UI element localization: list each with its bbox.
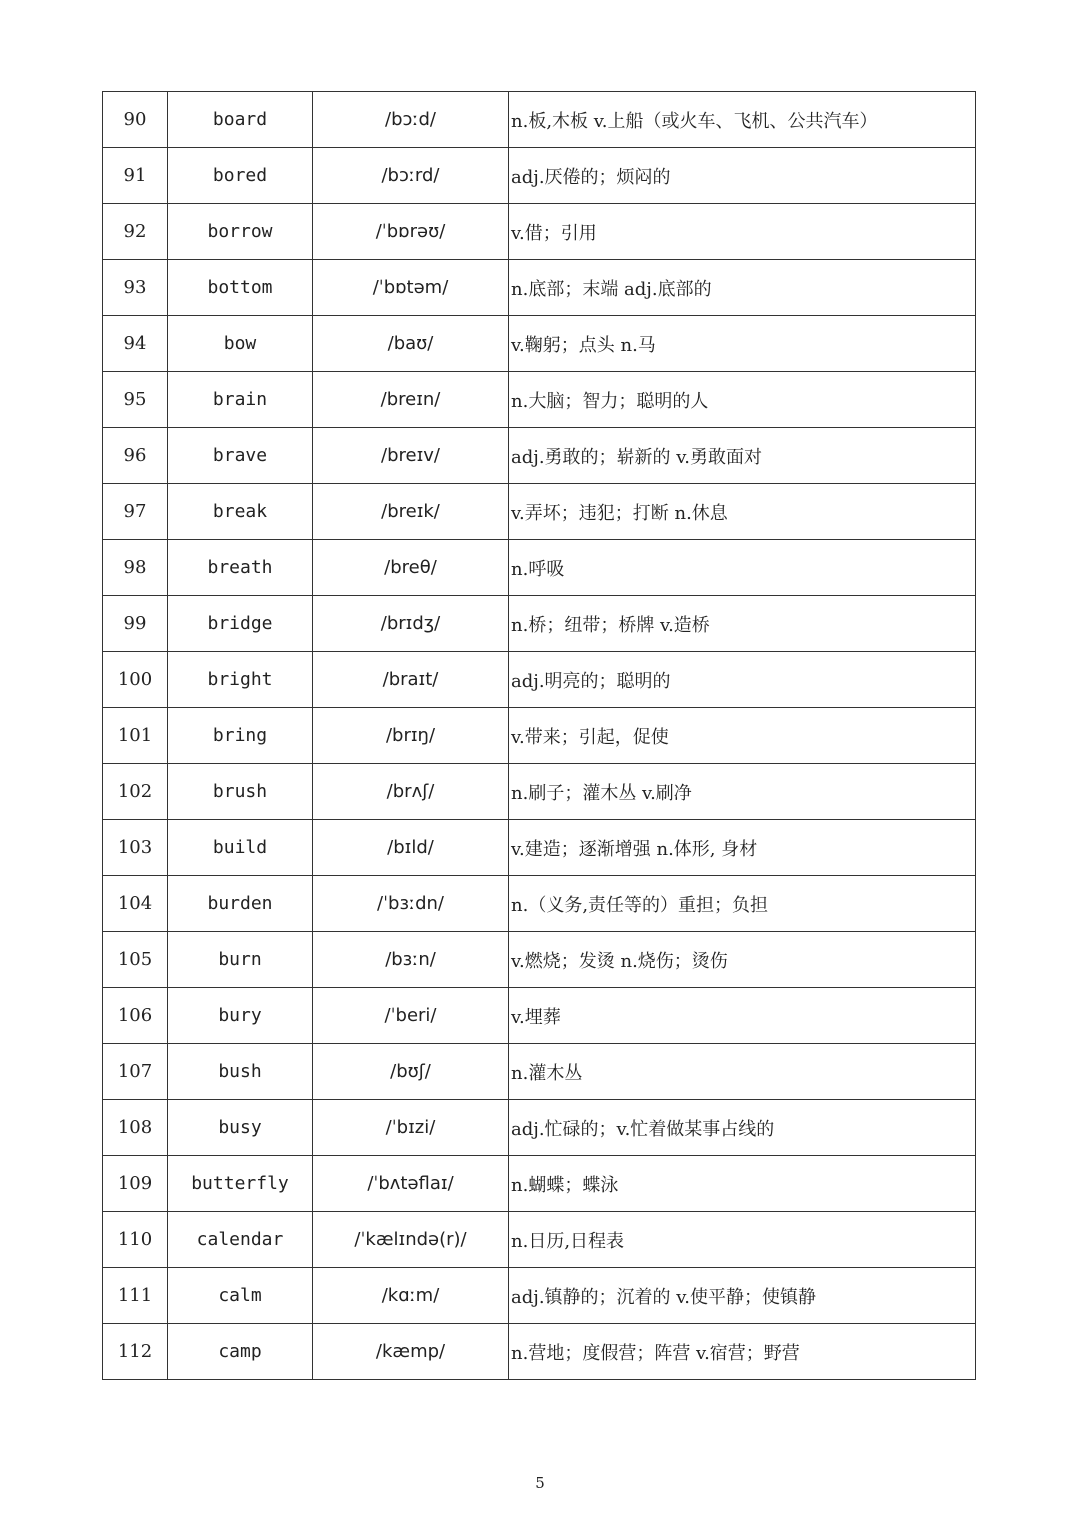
entry-phonetic: /ˈbɜːdn/	[313, 876, 509, 932]
entry-number: 107	[103, 1044, 168, 1100]
entry-word: borrow	[168, 204, 313, 260]
entry-word: camp	[168, 1324, 313, 1380]
entry-phonetic: /ˈkælɪndə(r)/	[313, 1212, 509, 1268]
entry-definition: n.（义务,责任等的）重担；负担	[509, 876, 976, 932]
table-row	[103, 708, 976, 764]
entry-definition: v.埋葬	[509, 988, 976, 1044]
entry-number: 97	[103, 484, 168, 540]
entry-word: build	[168, 820, 313, 876]
entry-phonetic: /breθ/	[313, 540, 509, 596]
entry-word: brave	[168, 428, 313, 484]
entry-word: bring	[168, 708, 313, 764]
entry-number: 104	[103, 876, 168, 932]
entry-number: 111	[103, 1268, 168, 1324]
entry-phonetic: /baʊ/	[313, 316, 509, 372]
entry-word: bored	[168, 148, 313, 204]
table-row	[103, 1044, 976, 1100]
table-row	[103, 92, 976, 148]
entry-phonetic: /bɪld/	[313, 820, 509, 876]
entry-phonetic: /ˈbɪzi/	[313, 1100, 509, 1156]
entry-number: 96	[103, 428, 168, 484]
vocabulary-table-body	[103, 92, 976, 1380]
entry-definition: v.建造；逐渐增强 n.体形, 身材	[509, 820, 976, 876]
entry-number: 110	[103, 1212, 168, 1268]
entry-word: bridge	[168, 596, 313, 652]
table-row	[103, 484, 976, 540]
entry-word: burn	[168, 932, 313, 988]
entry-number: 105	[103, 932, 168, 988]
entry-phonetic: /ˈbɒrəʊ/	[313, 204, 509, 260]
entry-word: busy	[168, 1100, 313, 1156]
entry-definition: n.大脑；智力；聪明的人	[509, 372, 976, 428]
table-row	[103, 428, 976, 484]
entry-phonetic: /kɑːm/	[313, 1268, 509, 1324]
entry-number: 95	[103, 372, 168, 428]
entry-word: calendar	[168, 1212, 313, 1268]
table-row	[103, 316, 976, 372]
page-number: 5	[535, 1474, 545, 1492]
entry-number: 100	[103, 652, 168, 708]
entry-number: 99	[103, 596, 168, 652]
table-row	[103, 1324, 976, 1380]
entry-definition: n.桥；纽带；桥牌 v.造桥	[509, 596, 976, 652]
entry-phonetic: /breɪv/	[313, 428, 509, 484]
entry-number: 98	[103, 540, 168, 596]
entry-definition: adj.厌倦的；烦闷的	[509, 148, 976, 204]
entry-definition: n.底部；末端 adj.底部的	[509, 260, 976, 316]
table-row	[103, 148, 976, 204]
entry-phonetic: /breɪn/	[313, 372, 509, 428]
entry-phonetic: /bɜːn/	[313, 932, 509, 988]
entry-definition: adj.明亮的；聪明的	[509, 652, 976, 708]
table-row	[103, 372, 976, 428]
entry-definition: n.刷子；灌木丛 v.刷净	[509, 764, 976, 820]
entry-phonetic: /ˈberi/	[313, 988, 509, 1044]
entry-definition: adj.忙碌的；v.忙着做某事占线的	[509, 1100, 976, 1156]
entry-definition: n.呼吸	[509, 540, 976, 596]
entry-definition: v.鞠躬；点头 n.马	[509, 316, 976, 372]
table-row	[103, 204, 976, 260]
table-row	[103, 652, 976, 708]
entry-definition: n.灌木丛	[509, 1044, 976, 1100]
entry-number: 103	[103, 820, 168, 876]
table-row	[103, 596, 976, 652]
entry-definition: adj.勇敢的；崭新的 v.勇敢面对	[509, 428, 976, 484]
entry-number: 101	[103, 708, 168, 764]
table-row	[103, 1156, 976, 1212]
entry-phonetic: /brɪdʒ/	[313, 596, 509, 652]
entry-number: 112	[103, 1324, 168, 1380]
entry-definition: v.带来；引起，促使	[509, 708, 976, 764]
entry-number: 109	[103, 1156, 168, 1212]
entry-number: 91	[103, 148, 168, 204]
entry-phonetic: /breɪk/	[313, 484, 509, 540]
entry-word: bottom	[168, 260, 313, 316]
table-row	[103, 260, 976, 316]
table-row	[103, 820, 976, 876]
table-row	[103, 764, 976, 820]
entry-phonetic: /bɔːd/	[313, 92, 509, 148]
entry-word: bush	[168, 1044, 313, 1100]
table-row	[103, 876, 976, 932]
table-row	[103, 1268, 976, 1324]
entry-definition: n.蝴蝶；蝶泳	[509, 1156, 976, 1212]
entry-word: breath	[168, 540, 313, 596]
vocabulary-table	[102, 91, 976, 1380]
entry-number: 90	[103, 92, 168, 148]
entry-phonetic: /bɔːrd/	[313, 148, 509, 204]
entry-word: burden	[168, 876, 313, 932]
entry-word: break	[168, 484, 313, 540]
entry-definition: n.板,木板 v.上船（或火车、飞机、公共汽车）	[509, 92, 976, 148]
entry-definition: v.燃烧；发烫 n.烧伤；烫伤	[509, 932, 976, 988]
entry-number: 108	[103, 1100, 168, 1156]
entry-word: board	[168, 92, 313, 148]
entry-definition: v.借；引用	[509, 204, 976, 260]
entry-word: brush	[168, 764, 313, 820]
table-row	[103, 1100, 976, 1156]
table-row	[103, 988, 976, 1044]
table-row	[103, 1212, 976, 1268]
entry-word: brain	[168, 372, 313, 428]
entry-definition: n.营地；度假营；阵营 v.宿营；野营	[509, 1324, 976, 1380]
entry-phonetic: /ˈbɒtəm/	[313, 260, 509, 316]
table-row	[103, 540, 976, 596]
entry-word: bow	[168, 316, 313, 372]
entry-number: 106	[103, 988, 168, 1044]
entry-definition: v.弄坏；违犯；打断 n.休息	[509, 484, 976, 540]
entry-phonetic: /brɪŋ/	[313, 708, 509, 764]
entry-word: bury	[168, 988, 313, 1044]
entry-definition: adj.镇静的；沉着的 v.使平静；使镇静	[509, 1268, 976, 1324]
entry-phonetic: /braɪt/	[313, 652, 509, 708]
entry-number: 94	[103, 316, 168, 372]
entry-phonetic: /bʊʃ/	[313, 1044, 509, 1100]
entry-phonetic: /ˈbʌtəflaɪ/	[313, 1156, 509, 1212]
entry-number: 93	[103, 260, 168, 316]
entry-phonetic: /kæmp/	[313, 1324, 509, 1380]
entry-word: bright	[168, 652, 313, 708]
entry-word: calm	[168, 1268, 313, 1324]
entry-definition: n.日历,日程表	[509, 1212, 976, 1268]
entry-word: butterfly	[168, 1156, 313, 1212]
entry-phonetic: /brʌʃ/	[313, 764, 509, 820]
table-row	[103, 932, 976, 988]
entry-number: 102	[103, 764, 168, 820]
entry-number: 92	[103, 204, 168, 260]
